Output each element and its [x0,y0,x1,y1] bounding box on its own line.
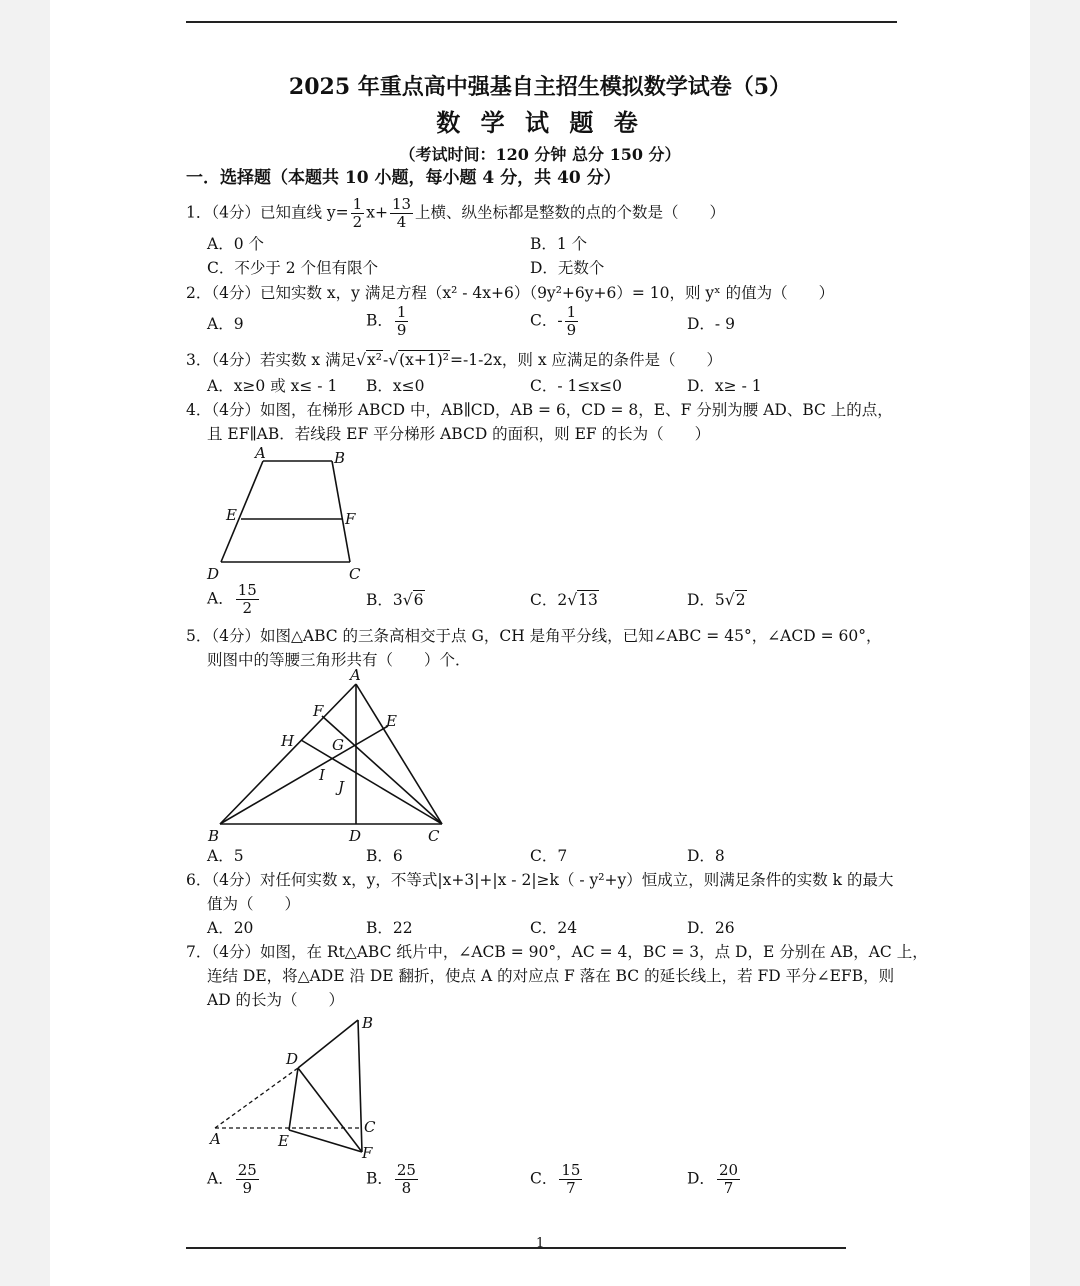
q7-c-num: 15 [561,1161,581,1179]
q1-fraction-1 [351,196,365,231]
sqrt-icon: √ [724,591,735,609]
q1-option-b[interactable]: B．1 个 [530,235,588,253]
q7-label-e: E [278,1132,289,1150]
q4-a-label: A． [207,589,234,608]
q7-label-b: B [362,1014,374,1032]
q3-option-d[interactable]: D．x≥ - 1 [687,377,762,395]
q4-c-label: C．2 [530,591,568,609]
page-number: 1 [536,1236,545,1251]
q5-label-i: I [319,766,325,784]
q6-option-d[interactable]: D．26 [687,919,735,937]
q1-option-d[interactable]: D．无数个 [530,259,605,277]
q5-label-j: J [338,778,345,796]
q7-option-d[interactable] [687,1162,742,1197]
q7-c-fraction [559,1162,582,1197]
q5-label-e: E [386,712,397,730]
exam-subtitle: 数 学 试 题 卷 [436,108,644,137]
q5-label-h: H [281,732,295,750]
q6-option-c[interactable]: C．24 [530,919,578,937]
q2-option-a[interactable]: A．9 [207,315,244,333]
q2-option-b[interactable] [366,304,410,339]
q1-mid: x+ [366,203,388,222]
q2-b-fraction [395,304,409,339]
q1-option-c[interactable]: C．不少于 2 个但有限个 [207,259,379,277]
question-7-line-1: 7．（4分）如图，在 Rt△ABC 纸片中，∠ACB = 90°，AC = 4，BC = 3，点 D，E 分别在 AB，AC 上， [186,943,928,961]
q7-a-den: 9 [242,1179,253,1197]
q5-label-d: D [349,827,362,845]
q2-option-c[interactable] [530,304,580,339]
q1-prefix: 1．（4分）已知直线 y= [186,203,349,222]
sqrt-icon: √ [402,591,413,609]
q3-suffix: ，则 x 应满足的条件是（ ） [501,351,723,369]
q5-label-a: A [350,668,361,684]
q4-a-num: 15 [237,581,257,599]
q7-label-d: D [286,1050,299,1068]
section-heading: 一．选择题（本题共 10 小题，每小题 4 分，共 40 分） [186,168,621,188]
q4-label-f: F [345,510,356,528]
q4-option-d[interactable] [687,590,747,610]
q5-triangle-figure [200,668,460,848]
q1-f1-den: 2 [352,213,363,231]
question-4-line-2: 且 EF∥AB．若线段 EF 平分梯形 ABCD 的面积，则 EF 的长为（ ） [207,425,711,443]
q4-trapezoid-figure [195,442,375,587]
q4-a-fraction [236,582,259,617]
q4-c-radicand: 13 [578,591,598,609]
q1-f1-num: 1 [352,195,363,213]
q4-a-den: 2 [242,599,253,617]
bottom-rule [186,1247,846,1249]
question-6-line-2: 值为（ ） [207,895,301,913]
q2-b-num: 1 [396,303,407,321]
q4-label-e: E [226,506,237,524]
q4-option-b[interactable] [366,590,425,610]
exam-info: （考试时间：120 分钟 总分 150 分） [399,145,681,164]
question-6-line-1: 6．（4分）对任何实数 x，y，不等式|x+3|+|x - 2|≥k（ - y²+y）恒成立，则满足条件的实数 k 的最大 [186,871,894,889]
question-1-stem [186,196,725,231]
q1-f2-num: 13 [391,195,412,213]
q6-option-b[interactable]: B．22 [366,919,413,937]
top-rule [186,21,897,23]
q2-c-num: 1 [566,303,577,321]
q5-option-c[interactable]: C．7 [530,847,568,865]
q7-option-c[interactable] [530,1162,584,1197]
q7-option-a[interactable] [207,1162,261,1197]
question-5-line-1: 5．（4分）如图△ABC 的三条高相交于点 G，CH 是角平分线，已知∠ABC = 45°，∠ACD = 60°， [186,627,882,645]
q7-fold-figure [200,1010,400,1168]
q7-b-num: 25 [396,1161,416,1179]
question-7-line-2: 连结 DE，将△ADE 沿 DE 翻折，使点 A 的对应点 F 落在 BC 的延长线上，若 FD 平分∠EFB，则 [207,967,895,985]
sqrt-icon: √ [567,591,578,609]
q7-b-label: B． [366,1169,393,1188]
q7-b-den: 8 [401,1179,412,1197]
q3-radicand-1: x² [366,351,382,369]
q5-option-a[interactable]: A．5 [207,847,244,865]
q5-label-b: B [208,827,220,845]
q4-label-a: A [255,444,266,462]
q4-option-a[interactable] [207,582,261,617]
q7-d-label: D． [687,1169,715,1188]
q5-label-g: G [332,736,344,754]
sqrt-icon: √ [388,351,399,369]
q1-fraction-2 [390,196,413,231]
q3-radicand-2: (x+1)² [399,351,449,369]
q4-option-c[interactable] [530,590,599,610]
q2-b-den: 9 [396,321,407,339]
q7-label-f: F [362,1144,373,1162]
question-5-line-2: 则图中的等腰三角形共有（ ）个． [207,651,471,669]
q3-prefix: 3．（4分）若实数 x 满足 [186,351,357,369]
q7-c-label: C． [530,1169,558,1188]
q5-option-b[interactable]: B．6 [366,847,403,865]
question-2-stem: 2．（4分）已知实数 x，y 满足方程（x² - 4x+6）（9y²+6y+6）= 10，则 yˣ 的值为（ ） [186,284,835,302]
q2-c-label: C．- [530,311,563,330]
q7-d-den: 7 [723,1179,734,1197]
q1-f2-den: 4 [396,213,407,231]
q5-label-f: F [313,702,324,720]
q7-label-a: A [210,1130,221,1148]
q3-option-c[interactable]: C．- 1≤x≤0 [530,377,622,395]
q4-label-c: C [349,565,361,583]
q3-minus: - [382,351,389,369]
q4-b-radicand: 6 [413,591,424,609]
q7-option-b[interactable] [366,1162,420,1197]
q2-c-fraction [565,304,579,339]
q4-d-radicand: 2 [735,591,746,609]
q5-label-c: C [428,827,440,845]
q7-a-fraction [236,1162,259,1197]
q3-eq: =-1-2x [449,351,502,369]
q7-a-num: 25 [237,1161,257,1179]
q5-option-d[interactable]: D．8 [687,847,725,865]
q7-b-fraction [395,1162,418,1197]
q1-option-a[interactable]: A．0 个 [207,235,264,253]
q1-rest: 上横、纵坐标都是整数的点的个数是（ ） [415,203,726,222]
q2-c-den: 9 [566,321,577,339]
q3-option-a[interactable]: A．x≥0 或 x≤ - 1 [207,377,338,395]
q7-d-fraction [717,1162,740,1197]
question-7-line-3: AD 的长为（ ） [207,991,345,1009]
q3-option-b[interactable]: B．x≤0 [366,377,425,395]
q7-c-den: 7 [566,1179,576,1197]
q6-option-a[interactable]: A．20 [207,919,254,937]
q7-d-num: 20 [718,1161,739,1179]
q2-option-d[interactable]: D．- 9 [687,315,735,333]
q7-a-label: A． [207,1169,234,1188]
q2-b-label: B． [366,311,393,330]
sqrt-icon: √ [356,351,366,369]
q4-b-label: B．3 [366,591,403,609]
q4-d-label: D．5 [687,591,725,609]
exam-title: 2025 年重点高中强基自主招生模拟数学试卷（5） [288,74,792,100]
q4-label-b: B [334,449,346,467]
question-4-line-1: 4．（4分）如图，在梯形 ABCD 中，AB∥CD，AB = 6，CD = 8，E、F 分别为腰 AD、BC 上的点， [186,401,893,419]
question-3-stem [186,350,722,370]
q4-label-d: D [207,565,220,583]
q7-label-c: C [364,1118,376,1136]
